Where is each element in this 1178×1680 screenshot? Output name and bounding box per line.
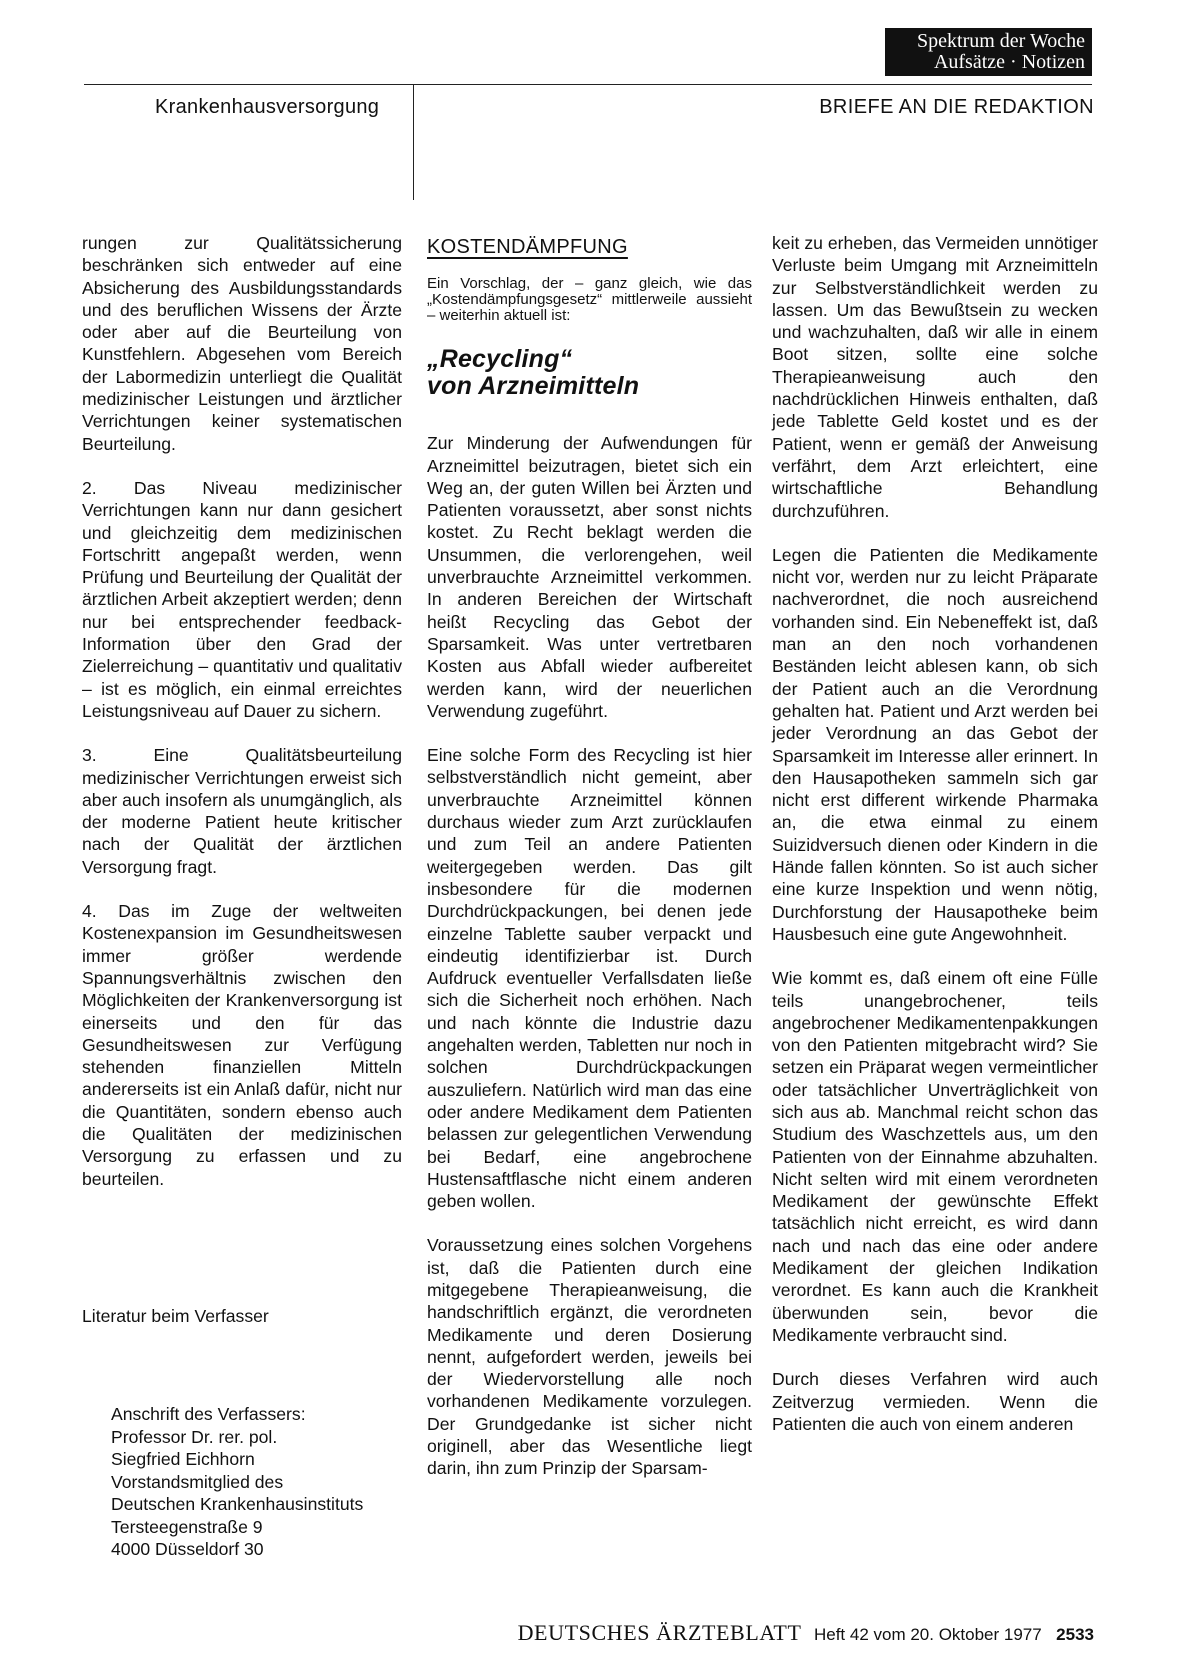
letter-kicker: KOSTENDÄMPFUNG <box>427 236 628 258</box>
badge-line-2: Aufsätze · Notizen <box>933 51 1085 73</box>
address-line: Deutschen Krankenhausinstituts <box>111 1494 364 1514</box>
address-line: Professor Dr. rer. pol. <box>111 1426 278 1447</box>
section-badge <box>885 28 1092 76</box>
paragraph: keit zu erheben, das Vermeiden unnötiger Verluste beim Umgang mit Arzneimitteln zur Selbstverständlichkeit werden zu lassen. Um das Bewußtsein zu wecken und wachzuhalten, daß wir alle in einem Boot sitzen, sollte eine solche Therapieanweisung auch den nachdrücklichen Hinweis enthalten, daß jede Tablette Geld kostet und es der Patient, wenn er gemäß der Anweisung verfährt, dem Arzt erleichtert, eine wirtschaftliche Behandlung durchzuführen. <box>772 233 1098 521</box>
headline-line-1: „Recycling“ <box>427 345 573 374</box>
page-footer <box>518 1620 1094 1646</box>
address-line: Siegfried Eichhorn <box>111 1449 255 1469</box>
paragraph: 4. Das im Zuge der weltweiten Kostenexpansion im Gesundheitswesen immer größer werdende Spannungsverhältnis zwischen den Möglichkeiten der Krankenversorgung ist einerseits und den für das Gesundheitswesen zur Verfügung stehenden finanziellen Mitteln andererseits ist ein Anlaß dafür, nicht nur die Quantitäten, sondern ebenso auch die Qualitäten der medizinischen Versorgung zu erfassen und zu beurteilen. <box>82 901 402 1189</box>
author-address <box>111 1403 363 1561</box>
page-number: 2533 <box>1056 1625 1094 1644</box>
left-column <box>82 232 402 1212</box>
letter-intro: Ein Vorschlag, der – ganz gleich, wie das „Kostendämpfungsgesetz“ mittlerweile aussieht – weiterhin aktuell ist: <box>427 275 752 325</box>
literature-note: Literatur beim Verfasser <box>82 1306 269 1326</box>
paragraph: Legen die Patienten die Medikamente nicht vor, werden nur zu leicht Präparate nachverordnet, die noch ausreichend vorhanden sind. Ein Nebeneffekt ist, daß man an den noch vorhandenen Beständen leicht ablesen kann, ob sich der Patient auch an die Verordnung gehalten hat. Patient und Arzt werden bei jeder Verordnung an das Gebot der Sparsamkeit im Interesse aller erinnert. In den Hausapotheken sammeln sich gar nicht erst different wirkende Pharmaka an, die etwa einmal zu einem Suizidversuch dienen oder Kindern in die Hände fallen könnten. So ist auch sicher eine kurze Inspektion und wenn nötig, Durchforstung der Hausapotheke beim Hausbesuch eine gute Angewohnheit. <box>772 544 1098 944</box>
address-line: 4000 Düsseldorf 30 <box>111 1539 264 1559</box>
column-divider <box>413 84 414 200</box>
section-title-left: Krankenhausversorgung <box>155 96 380 118</box>
right-column <box>772 232 1098 1457</box>
paragraph: Voraussetzung eines solchen Vorgehens ist, daß die Patienten durch eine mitgegebene Therapieanweisung, die handschriftlich ergänzt, die verordneten Medikamente und deren Dosierung nennt, aufgefordert werden, jeweils bei der Wiedervorstellung alle noch vorhandenen Medikamente vorzulegen. Der Grundgedanke ist sicher nicht originell, aber das Wesentliche liegt darin, ihn zum Prinzip der Sparsam- <box>427 1235 752 1479</box>
address-line: Vorstandsmitglied des <box>111 1471 284 1492</box>
paragraph: Zur Minderung der Aufwendungen für Arzneimittel beizutragen, bietet sich ein Weg an, der guten Willen bei Ärzten und Patienten voraussetzt, aber sonst nichts kostet. Zu Recht beklagt werden die Unsummen, die verlorengehen, weil unverbrauchte Arzneimittel verkommen. In anderen Bereichen der Wirtschaft heißt Recycling das Gebot der Sparsamkeit. Was unter vertretbaren Kosten aus Abfall wieder aufbereitet werden kann, wird der neuerlichen Verwendung zugeführt. <box>427 433 752 721</box>
middle-column <box>427 236 752 1502</box>
paragraph: 2. Das Niveau medizinischer Verrichtungen kann nur dann gesichert und gleichzeitig dem medizinischen Fortschritt angepaßt werden, wenn Prüfung und Beurteilung der Qualität der ärztlichen Arbeit akzeptiert werden; denn nur bei entsprechender feedback-Information über den Grad der Zielerreichung – quantitativ und qualitativ – ist es möglich, ein einmal erreichtes Leistungsniveau auf Dauer zu sichern. <box>82 477 402 721</box>
paragraph: rungen zur Qualitätssicherung beschränken sich entweder auf eine Absicherung des Ausbildungsstandards und des beruflichen Wissens der Ärzte oder aber auf die Beurteilung von Kunstfehlern. Abgesehen vom Bereich der Labormedizin unterliegt die Qualität medizinischer Leistungen und ärztlicher Verrichtungen keiner systematischen Beurteilung. <box>82 233 402 454</box>
badge-line-1: Spektrum der Woche <box>917 30 1085 52</box>
letter-headline <box>427 346 752 400</box>
address-line: Tersteegenstraße 9 <box>111 1516 263 1537</box>
paragraph: Durch dieses Verfahren wird auch Zeitverzug vermieden. Wenn die Patienten die auch von einem anderen <box>772 1369 1098 1434</box>
paragraph: Eine solche Form des Recycling ist hier selbstverständlich nicht gemeint, aber unverbrauchte Arzneimittel können durchaus wieder zum Arzt zurücklaufen und zum Teil an andere Patienten weitergegeben werden. Das gilt insbesondere für die modernen Durchdrückpackungen, bei denen jede einzelne Tablette sauber verpackt und eindeutig identifizierbar ist. Durch Aufdruck eventueller Verfallsdaten ließe sich die Sicherheit noch erhöhen. Nach und nach könnte die Industrie dazu angehalten werden, Tabletten nur noch in solchen Durchdrückpackungen auszuliefern. Natürlich wird man das eine oder andere Medikament dem Patienten belassen zur gelegentlichen Verwendung bei Bedarf, eine angebrochene Hustensaftflasche nicht einem anderen geben wollen. <box>427 745 752 1212</box>
paragraph: Wie kommt es, daß einem oft eine Fülle teils unangebrochener, teils angebrochener Medikamentenpakkungen von den Patienten mitgebracht wird? Sie setzen ein Präparat wegen vermeintlicher oder tatsächlicher Unverträglichkeit von sich aus ab. Manchmal reicht schon das Studium des Waschzettels aus, um den Patienten von der Einnahme abzuhalten. Nicht selten wird mit einem verordneten Medikament der gewünschte Effekt tatsächlich nicht erreicht, es wird dann nach und nach das eine oder andere Medikament der gleichen Indikation verordnet. Es kann auch die Krankheit überwunden sein, bevor die Medikamente verbraucht sind. <box>772 968 1098 1345</box>
section-title-right: BRIEFE AN DIE REDAKTION <box>819 96 1094 118</box>
issue-info: Heft 42 vom 20. Oktober 1977 <box>813 1625 1042 1644</box>
address-line: Anschrift des Verfassers: <box>111 1404 306 1424</box>
journal-name: DEUTSCHES ÄRZTEBLATT <box>517 1620 802 1645</box>
header-rule <box>84 84 1092 85</box>
headline-line-2: von Arzneimitteln <box>427 372 640 401</box>
paragraph: 3. Eine Qualitätsbeurteilung medizinischer Verrichtungen erweist sich aber auch insofern als unumgänglich, als der moderne Patient heute kritischer nach der Qualität der ärztlichen Versorgung fragt. <box>82 745 402 877</box>
